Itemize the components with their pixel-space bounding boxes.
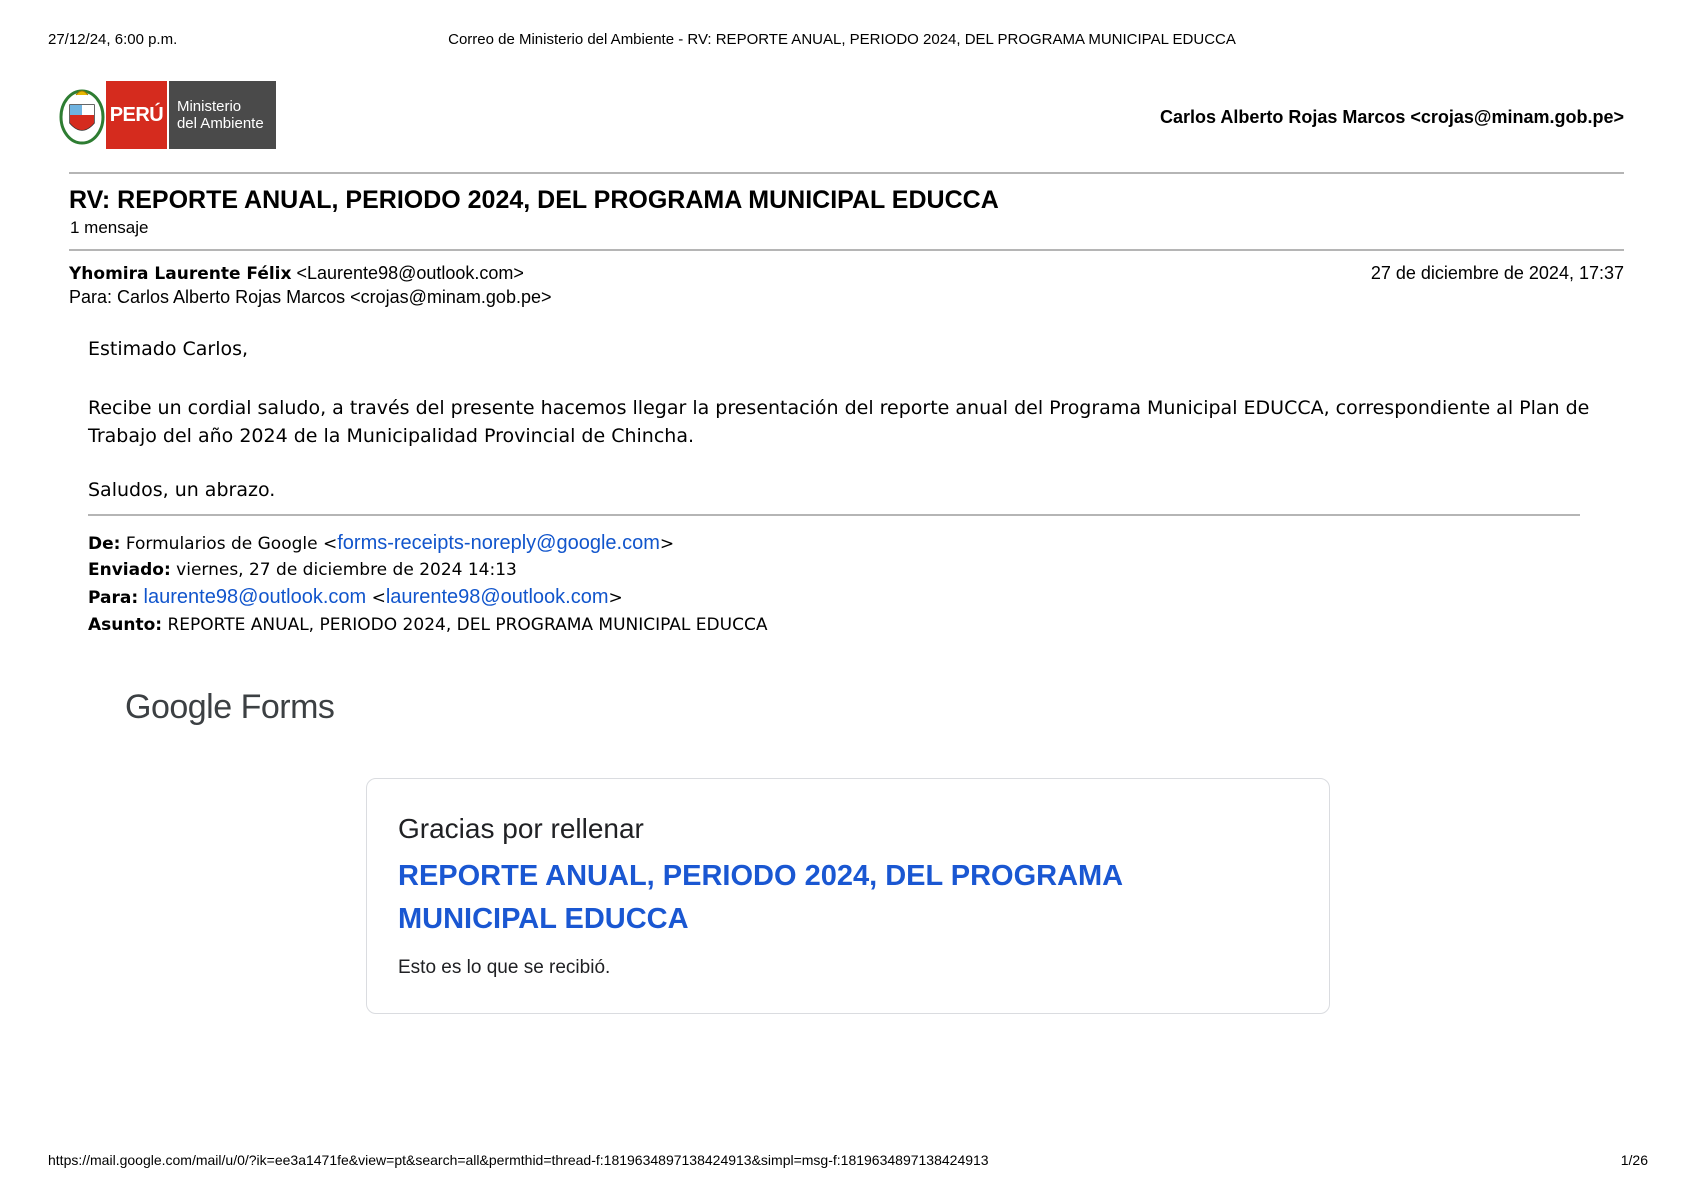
brand-forms: Forms xyxy=(240,688,335,726)
ministry-logo xyxy=(58,81,276,149)
to-email-link[interactable]: laurente98@outlook.com xyxy=(143,586,367,608)
from-label: De: xyxy=(88,534,121,554)
peru-label: PERÚ xyxy=(106,81,167,149)
from-close: > xyxy=(659,534,675,554)
forward-from xyxy=(88,532,674,555)
message-paragraph: Recibe un cordial saludo, a través del presente hacemos llegar la presentación del reporte anual del Programa Municipal EDUCCA, correspondiente al Plan de Trabajo del año 2024 de la Municipalidad Provincial de Chincha. xyxy=(88,397,1590,447)
card-note: Esto es lo que se recibió. xyxy=(398,957,611,978)
peru-crest-icon xyxy=(58,81,106,149)
print-datetime: 27/12/24, 6:00 p.m. xyxy=(48,31,178,48)
subject-value: REPORTE ANUAL, PERIODO 2024, DEL PROGRAMA MUNICIPAL EDUCCA xyxy=(167,615,768,635)
divider xyxy=(69,249,1624,251)
from-name: Formularios de Google < xyxy=(125,534,338,554)
message-sender xyxy=(69,263,524,284)
account-name: Carlos Alberto Rojas Marcos <crojas@minam.gob.pe> xyxy=(1159,107,1624,127)
ministry-line1: Ministerio xyxy=(176,98,242,115)
sender-email: <Laurente98@outlook.com> xyxy=(296,263,524,283)
message-count: 1 mensaje xyxy=(70,218,149,237)
thread-subject: RV: REPORTE ANUAL, PERIODO 2024, DEL PROGRAMA MUNICIPAL EDUCCA xyxy=(69,186,999,214)
to-label: Para: xyxy=(88,588,139,608)
forward-sent xyxy=(88,560,517,580)
to-email-link-2[interactable]: laurente98@outlook.com xyxy=(385,586,609,608)
from-email-link[interactable]: forms-receipts-noreply@google.com xyxy=(337,532,660,554)
sent-value: viernes, 27 de diciembre de 2024 14:13 xyxy=(176,560,517,580)
to-open: < xyxy=(366,588,386,608)
print-title: Correo de Ministerio del Ambiente - RV: REPORTE ANUAL, PERIODO 2024, DEL PROGRAMA MUNICIPAL EDUCCA xyxy=(448,31,1236,48)
page-number: 1/26 xyxy=(1620,1152,1648,1168)
ministry-label xyxy=(167,81,276,149)
to-close: > xyxy=(608,588,623,608)
sent-label: Enviado: xyxy=(88,560,171,580)
subject-label: Asunto: xyxy=(88,615,163,635)
forward-to xyxy=(88,586,623,609)
divider xyxy=(69,172,1624,174)
forward-subject xyxy=(88,615,767,635)
message-date: 27 de diciembre de 2024, 17:37 xyxy=(1370,263,1624,283)
divider xyxy=(88,514,1580,516)
closing: Saludos, un abrazo. xyxy=(88,479,276,501)
footer-url: https://mail.google.com/mail/u/0/?ik=ee3a1471fe&view=pt&search=all&permthid=thread-f:1819634897138424913&simpl=msg-f:1819634897138424913 xyxy=(48,1152,989,1168)
form-title-link[interactable]: REPORTE ANUAL, PERIODO 2024, DEL PROGRAMA MUNICIPAL EDUCCA xyxy=(398,860,1123,935)
brand-google: Google xyxy=(125,688,232,726)
greeting: Estimado Carlos, xyxy=(88,338,249,360)
card-thanks: Gracias por rellenar xyxy=(398,813,644,844)
ministry-line2: del Ambiente xyxy=(176,115,264,132)
sender-name: Yhomira Laurente Félix xyxy=(69,264,292,284)
message-recipient: Para: Carlos Alberto Rojas Marcos <crojas@minam.gob.pe> xyxy=(69,287,552,307)
google-forms-logo xyxy=(125,688,334,727)
